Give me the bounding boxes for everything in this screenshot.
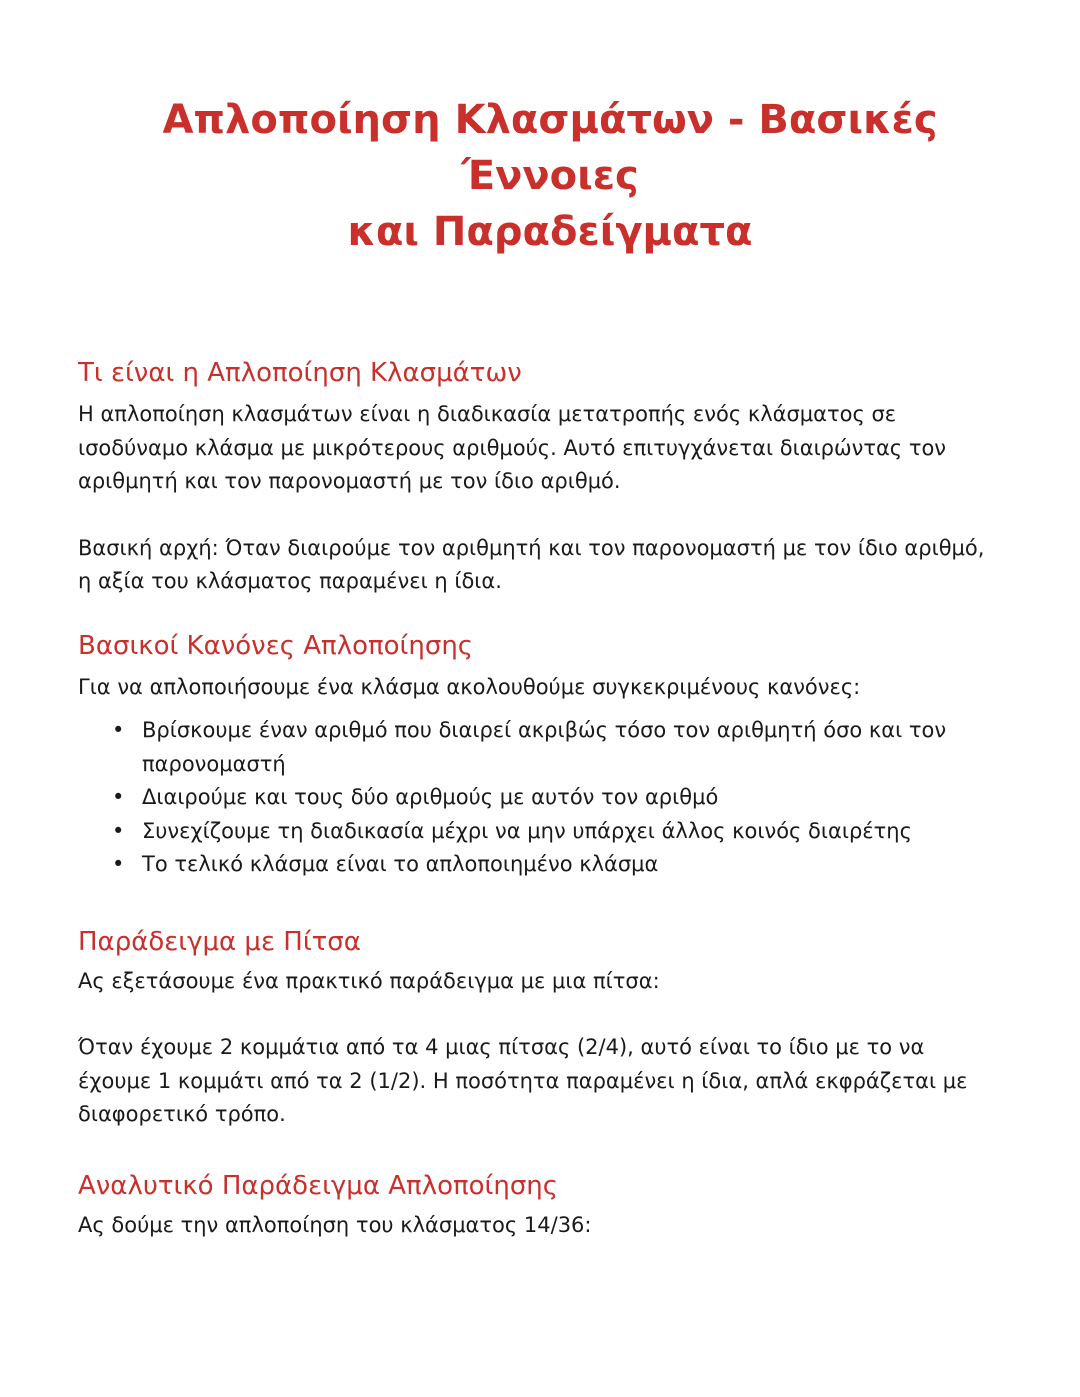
- list-item: [112, 848, 990, 882]
- document-title-line-1: Απλοποίηση Κλασμάτων - Βασικές Έννοιες: [162, 97, 938, 199]
- section-basic-rules: [78, 629, 990, 882]
- list-item: [112, 714, 990, 781]
- section-heading: Τι είναι η Απλοποίηση Κλασμάτων: [78, 358, 522, 388]
- paragraph: Ας δούμε την απλοποίηση του κλάσματος 14/36:: [78, 1212, 592, 1237]
- section-heading: Αναλυτικό Παράδειγμα Απλοποίησης: [78, 1170, 559, 1201]
- bullet-icon: •: [112, 785, 125, 809]
- list-item-text: Το τελικό κλάσμα είναι το απλοποιημένο κλάσμα: [142, 852, 659, 876]
- list-item: [112, 781, 990, 815]
- bullet-icon: •: [112, 852, 125, 876]
- section-heading: Παράδειγμα με Πίτσα: [78, 926, 361, 957]
- section-pizza-example: [78, 925, 990, 1132]
- document-title-line-2: και Παραδείγματα: [347, 209, 753, 255]
- bullet-icon: •: [112, 718, 125, 742]
- rules-list: [78, 714, 990, 882]
- paragraph: Ας εξετάσουμε ένα πρακτικό παράδειγμα με μια πίτσα:: [78, 968, 660, 993]
- paragraph: Η απλοποίηση κλασμάτων είναι η διαδικασία μετατροπής ενός κλάσματος σε ισοδύναμο κλάσμα με μικρότερους αριθμούς. Αυτό επιτυγχάνεται διαιρώντας τον αριθμητή και τον παρονομαστή με τον ίδιο αριθμό.: [78, 402, 947, 493]
- list-item-text: Διαιρούμε και τους δύο αριθμούς με αυτόν τον αριθμό: [142, 785, 719, 809]
- section-what-is-simplification: [78, 356, 990, 599]
- paragraph-basic-principle: Βασική αρχή: Όταν διαιρούμε τον αριθμητή και τον παρονομαστή με τον ίδιο αριθμό, η αξία του κλάσματος παραμένει η ίδια.: [78, 535, 985, 593]
- list-item-text: Βρίσκουμε έναν αριθμό που διαιρεί ακριβώς τόσο τον αριθμητή όσο και τον παρονομαστή: [142, 718, 947, 776]
- bullet-icon: •: [112, 818, 125, 843]
- list-item-text: Συνεχίζουμε τη διαδικασία μέχρι να μην υπάρχει άλλος κοινός διαιρέτης: [142, 818, 912, 843]
- section-heading: Βασικοί Κανόνες Απλοποίησης: [78, 630, 474, 661]
- paragraph-pizza-explanation: Όταν έχουμε 2 κομμάτια από τα 4 μιας πίτσας (2/4), αυτό είναι το ίδιο με το να έχουμε 1 κομμάτι από τα 2 (1/2). Η ποσότητα παραμένει η ίδια, απλά εκφράζεται με διαφορετικό τρόπο.: [78, 1035, 968, 1126]
- paragraph-rules-intro: Για να απλοποιήσουμε ένα κλάσμα ακολουθούμε συγκεκριμένους κανόνες:: [78, 674, 861, 699]
- document-title: [78, 92, 990, 260]
- section-detailed-example: [78, 1169, 990, 1243]
- list-item: [112, 815, 990, 849]
